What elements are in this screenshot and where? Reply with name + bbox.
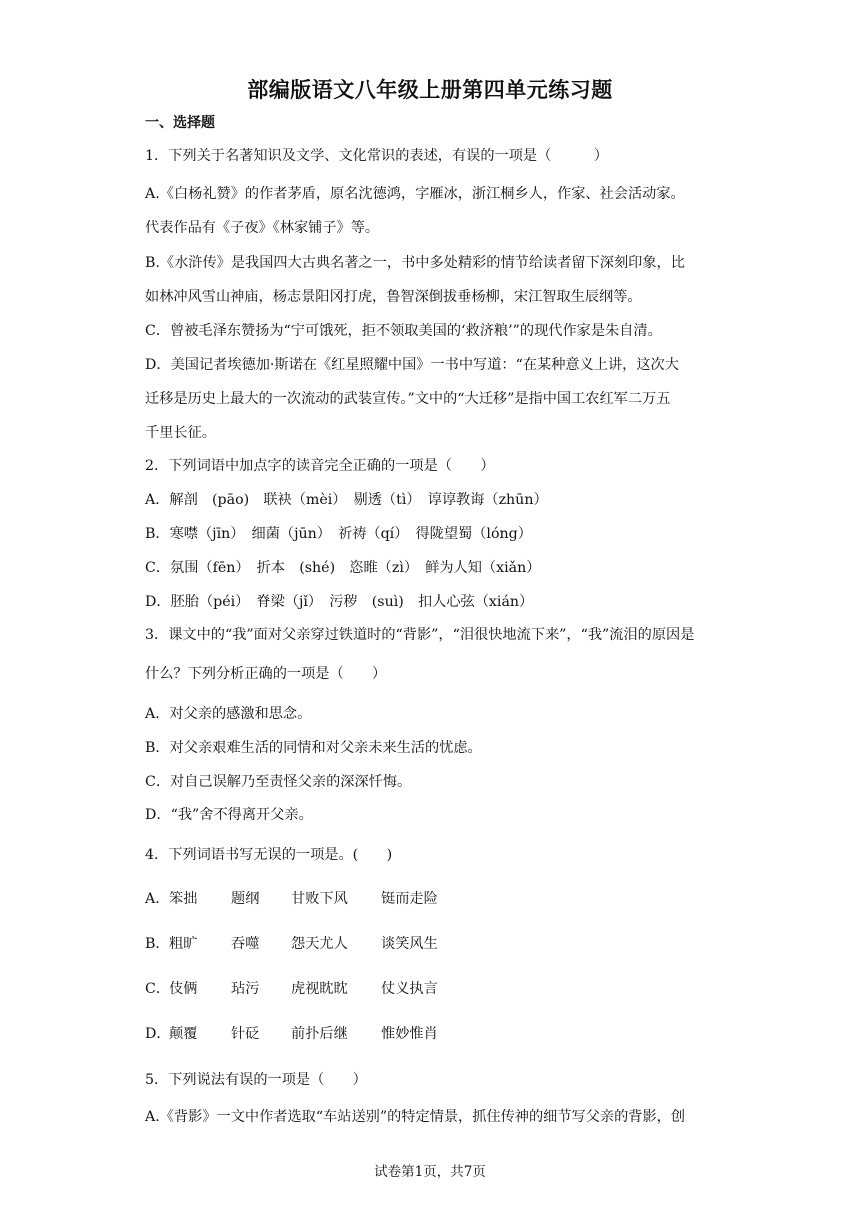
option-letter: B．	[145, 936, 170, 952]
option-word: 怨天尤人	[291, 936, 348, 952]
question-1-option-d-cont: 迁移是历史上最大的一次流动的武装宣传。”文中的“大迁移”是指中国工农红军二万五	[145, 391, 671, 407]
question-1-option-b-cont: 如林冲风雪山神庙，杨志景阳冈打虎，鲁智深倒拔垂杨柳，宋江智取生辰纲等。	[145, 289, 642, 305]
question-1-option-c: C．曾被毛泽东赞扬为“宁可饿死，拒不领取美国的‘救济粮’”的现代作家是朱自清。	[145, 323, 662, 339]
option-word: 伎俩	[169, 981, 198, 997]
option-word: 仗义执言	[381, 981, 438, 997]
option-word: 铤而走险	[381, 891, 438, 907]
option-word: 甘败下风	[291, 891, 348, 907]
question-3-stem-cont: 什么？下列分析正确的一项是（ ）	[145, 666, 387, 682]
option-letter: A．	[145, 891, 170, 907]
option-letter: D．	[145, 1026, 171, 1042]
question-1-stem: 1．下列关于名著知识及文学、文化常识的表述，有误的一项是（ ）	[145, 148, 609, 164]
question-4-stem: 4．下列词语书写无误的一项是。( )	[145, 847, 393, 863]
question-1-option-b: B.《水浒传》是我国四大古典名著之一，书中多处精彩的情节给读者留下深刻印象，比	[145, 255, 685, 271]
option-word: 吞噬	[231, 936, 260, 952]
option-word: 谈笑风生	[381, 936, 438, 952]
option-word: 针砭	[231, 1026, 260, 1042]
option-word: 虎视眈眈	[291, 981, 348, 997]
question-1-option-a: A.《白杨礼赞》的作者茅盾，原名沈德鸿，字雁冰，浙江桐乡人，作家、社会活动家。	[145, 186, 685, 202]
question-2-option-a: A．解剖 (pāo) 联袂（mèi） 剔透（tì） 谆谆教诲（zhūn）	[145, 492, 548, 508]
option-word: 题纲	[231, 891, 260, 907]
option-word: 笨拙	[169, 891, 198, 907]
page-footer: 试卷第1页，共7页	[374, 1164, 486, 1180]
question-3-option-a: A．对父亲的感激和思念。	[145, 706, 312, 722]
question-3-option-b: B．对父亲艰难生活的同情和对父亲未来生活的忧虑。	[145, 740, 482, 756]
question-3-stem: 3．课文中的“我”面对父亲穿过铁道时的“背影”，“泪很快地流下来”，“我”流泪的原因是	[145, 627, 695, 643]
question-1-option-d-cont2: 千里长征。	[145, 425, 216, 441]
question-3-option-c: C．对自己误解乃至责怪父亲的深深忏悔。	[145, 774, 412, 790]
option-word: 颠覆	[169, 1026, 198, 1042]
question-2-option-c: C．氛围（fēn） 折本 (shé) 恣睢（zì） 鲜为人知（xiǎn）	[145, 560, 541, 576]
question-2-option-b: B．寒噤（jīn） 细菌（jūn） 祈祷（qí） 得陇望蜀（lóng）	[145, 526, 532, 542]
question-1-option-a-cont: 代表作品有《子夜》《林家铺子》等。	[145, 220, 380, 236]
question-2-option-d: D．胚胎（péi） 脊梁（jǐ） 污秽 (suì) 扣人心弦（xián）	[145, 594, 534, 610]
question-2-stem: 2．下列词语中加点字的读音完全正确的一项是（ ）	[145, 458, 495, 474]
section-heading: 一、选择题	[145, 115, 215, 131]
page-title: 部编版语文八年级上册第四单元练习题	[247, 78, 613, 102]
option-word: 玷污	[231, 981, 260, 997]
question-5-option-a: A.《背影》一文中作者选取“车站送别”的特定情景，抓住传神的细节写父亲的背影，创	[145, 1109, 686, 1125]
option-letter: C．	[145, 981, 171, 997]
option-word: 粗旷	[169, 936, 198, 952]
question-5-stem: 5．下列说法有误的一项是（ ）	[145, 1072, 367, 1088]
question-1-option-d: D．美国记者埃德加·斯诺在《红星照耀中国》一书中写道：“在某种意义上讲，这次大	[145, 357, 679, 373]
option-word: 惟妙惟肖	[381, 1026, 438, 1042]
question-3-option-d: D．“我”舍不得离开父亲。	[145, 807, 313, 823]
option-word: 前扑后继	[291, 1026, 348, 1042]
